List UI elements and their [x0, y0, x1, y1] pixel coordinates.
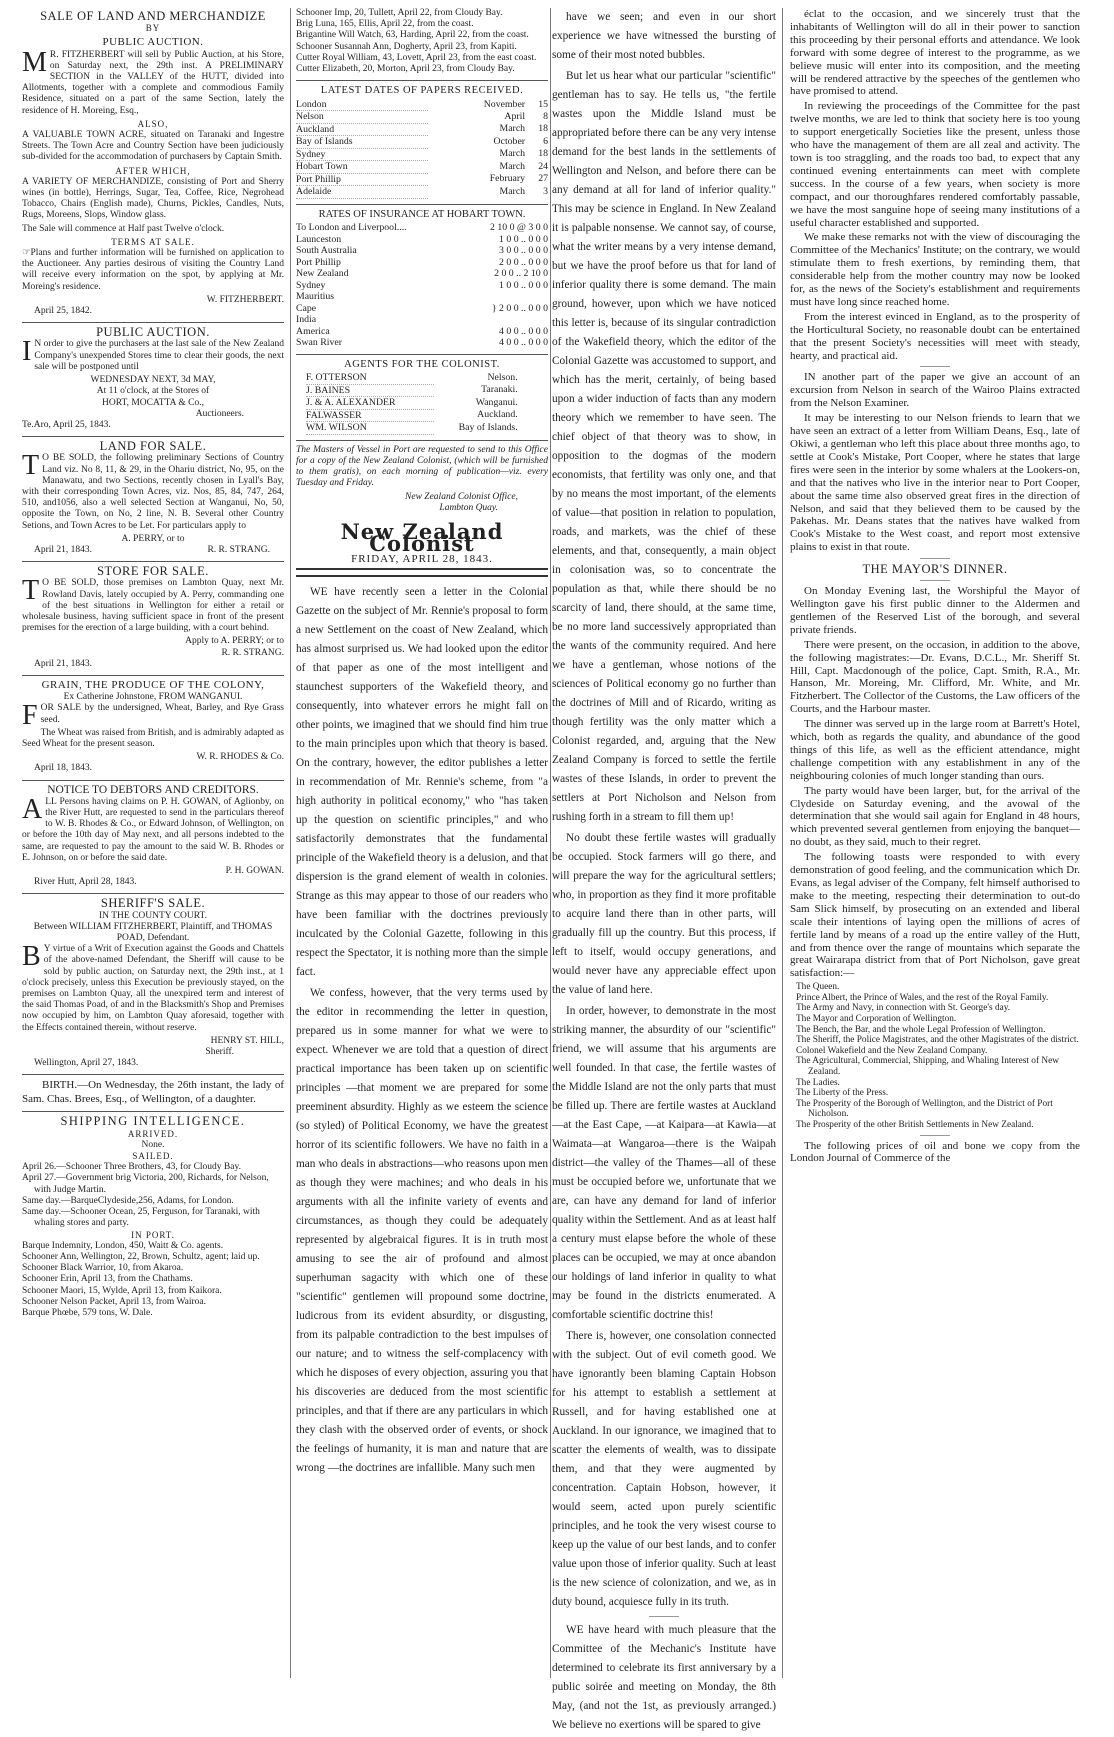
papers-row-cell: March	[499, 185, 526, 197]
port-item: Schooner Black Warrior, 10, from Akaroa.	[22, 1263, 184, 1274]
ad-text: R. FITZHERBERT will sell by Public Auction, at his Store, on Saturday next, the 29th inst. A PRELIMINARY SECTION in the VALLEY of the HUTT, divided into Allotments, together with a complete and commodious Family Residence, situated on a part of the same Section, lately the residence of H. Moreing, Esq.,	[22, 49, 284, 116]
ad-signature: R. R. STRANG.	[207, 544, 270, 555]
institute-continued	[790, 8, 1080, 362]
ad-text: LL Persons having claims on P. H. GOWAN, of Aglionby, on the River Hutt, are requested to send in the particulars thereof to W. B. Rhodes & Co., or Edward Johnson, of Wellington, on or before the 10th day of May next, and all persons indebted to the same, are requested to pay the amount to the said W. B. Rhodes or E. Johnson, on or before the said date.	[22, 796, 284, 863]
papers-row-cell: 24	[538, 160, 548, 172]
papers-row	[296, 173, 548, 186]
paragraph: The dinner was served up in the large room at Barrett's Hotel, which, both as regards the quality, and abundance of the good things of this life, as well as the efficient attendance, might challenge competition with any establishment in any of the neighbouring colonies of much longer standing than ours.	[790, 718, 1080, 782]
ad-title: GRAIN, THE PRODUCE OF THE COLONY,	[41, 678, 265, 691]
ad-text: A VALUABLE TOWN ACRE, situated on Taranaki and Ingestre Streets. The Town Acre and Country Section have been judiciously sub-divided for the accommodation of purchasers by Captain Smith.	[22, 130, 284, 163]
ad-date: April 25, 1842.	[34, 306, 93, 317]
divider	[296, 204, 548, 205]
article-paragraph: have we seen; and even in our short experience we have witnessed the bursting of some of their most noted bubbles.	[552, 11, 776, 61]
ad-signature: P. H. GOWAN.	[225, 866, 284, 877]
agents-row-cell: Bay of Islands.	[458, 421, 518, 433]
toast-item: The Prosperity of the Borough of Wellington, and the District of Port Nicholson.	[796, 1098, 1053, 1120]
ad-title: SHERIFF'S SALE.	[100, 896, 206, 911]
agents-row-cell: Auckland.	[477, 409, 518, 421]
drop-cap: T	[22, 575, 40, 607]
paragraph: From the interest evinced in England, as to the prosperity of the Horticultural Society, no reasonable doubt can be entertained that the present Society's necessities will meet with steady, hearty, and practical aid.	[790, 310, 1080, 362]
ad-text: ☞Plans and further information will be furnished on application to the Auctioneer. Any parties desirous of visiting the Country Land will receive every information on the spot, by applying at Mr. Moreing's residence.	[22, 248, 284, 292]
toast-item: The Ladies.	[796, 1077, 840, 1088]
insurance-row-cell	[461, 291, 548, 303]
papers-row	[296, 111, 548, 124]
sailed-item: April 27.—Government brig Victoria, 200, Richards, for Nelson, with Judge Martin.	[22, 1173, 269, 1195]
insurance-row	[296, 222, 548, 234]
article-paragraph: No doubt these fertile wastes will gradually be occupied. Stock farmers will go there, and will prepare the way for the agricultural settlers; who, in proportion as they find it more profitable to acquire land there than in other parts, will gradually fill up the country. But this process, if left to itself, would occupy generations, and would never have any appreciable effect upon the value of land here.	[552, 832, 776, 996]
article-paragraph: In order, however, to demonstrate in the most striking manner, the absurdity of our "scientific" friend, we will assume that his arguments are well founded. In that case, the fertile wastes of the Middle Island are not the only parts that must be filled up. There are fertile wastes at Auckland—at the East Cape, —at Kaipara—at Kawia—at Waimata—at Wangaroa—there is the Waipah district—the valley of the Thames—all of these must be occupied before we, unfortunate that we are, can have any demand for land of inferior quality within the Settlement. And as at least half a century must elapse before the whole of these places can be occupied, we may at once abandon our holdings of land inferior in quality to what may be found in the districts enumerated. A comfortable scientific doctrine this!	[552, 1005, 776, 1321]
ad-signature: R. R. STRANG.	[221, 647, 284, 658]
ad-signature: W. R. RHODES & Co.	[196, 752, 284, 763]
insurance-row-cell: India	[296, 314, 317, 326]
port-item: Schooner Erin, April 13, from the Chathams.	[22, 1274, 193, 1285]
port-item: Barque Indemnity, London, 450, Waitt & Co. agents.	[22, 1240, 224, 1251]
ad-line: WEDNESDAY NEXT, 3d MAY,	[90, 375, 216, 386]
column-3	[552, 8, 776, 1737]
agents-row	[306, 409, 518, 422]
insurance-row-cell: Launceston	[296, 233, 342, 245]
toast-item: Colonel Wakefield and the New Zealand Company.	[796, 1045, 988, 1056]
drop-cap: T	[22, 450, 40, 482]
column-4	[790, 8, 1080, 1167]
ad-terms: TERMS AT SALE.	[111, 236, 195, 247]
insurance-row-cell: Cape	[296, 302, 317, 314]
ad-date: April 21, 1843.	[34, 544, 93, 555]
agents-row-cell: F. OTTERSON	[306, 372, 434, 384]
ad-grain	[22, 680, 284, 775]
drop-cap: A	[22, 793, 43, 825]
ad-text: OR SALE by the undersigned, Wheat, Barley, and Rye Grass seed.	[40, 703, 284, 725]
paragraph: There were present, on the occasion, in addition to the above, the following magistrates:—Dr. Evans, D.C.L., Mr. Sheriff St. Hill, Capt. Macdonough of the police, Capt. Smith, R.A., Mr. Hanson, Mr. Moreing, Mr. Clifford, Mr. White, and Mr. Fitzherbert. The Collector of the Customs, the Law officers of the Courts, and the Harbour master.	[790, 638, 1080, 716]
port-list	[22, 1241, 284, 1319]
papers-row	[296, 136, 548, 149]
paragraph: In reviewing the proceedings of the Committee for the past twelve months, we are led to think that society here is too young to support energetically Societies like the present, unless those who have the management of them are all zeal and activity. The town is too straggling, and the roads too bad, to expect that any continued evening entertainments can meet with complete success. In the course of a few years, when society is more compact, and our thoroughfares rendered comfortably passable, we have the most sanguine hope of seeing many institutions of a useful character established and supported.	[790, 100, 1080, 229]
insurance-row-cell: America	[296, 325, 330, 337]
ad-sale-of-land	[22, 11, 284, 317]
port-item: Schooner Nelson Packet, April 13, from Wairoa.	[22, 1296, 207, 1307]
ad-text: O BE SOLD, those premises on Lambton Quay, next Mr. Rowland Davis, lately occupied by A. Perry, commanding one of the best situations in Wellington for either a retail or wholesale business, having sufficient space in front of the present premises for the erection of a large building, with a court behind.	[22, 578, 284, 634]
insurance-row-cell: South Australia	[296, 245, 357, 257]
ad-after-which: AFTER WHICH,	[115, 165, 191, 176]
papers-row	[296, 123, 548, 136]
insurance-row-cell: 2 10 0 @ 3 0 0	[489, 222, 548, 234]
ship-entry: Brig Luna, 165, Ellis, April 22, from the coast.	[296, 19, 474, 30]
paragraph: It may be interesting to our Nelson friends to learn that we have seen an extract of a letter from William Deans, Esq., late of Okiwi, a gentleman who left this place about three months ago, to settle at Cook's Mistake, Port Cooper, where he states that large fires were seen in the interior by some whalers at the Lookers-on, and that the natives who live in the interior near to Port Cooper, about the same time also observed great fires in the direction of Nelson, and said that they believed them to be caused by the Pakehas. Mr. Deans states that the natives have walked from Cook's Mistake to the West coast, and report most extensive plains to exist in that route.	[790, 412, 1080, 554]
shipping-heading: SAILED.	[132, 1151, 174, 1162]
papers-row	[296, 99, 548, 111]
insurance-row	[296, 245, 548, 257]
divider	[22, 322, 284, 323]
toast-item: The Army and Navy, in connection with St. George's day.	[796, 1003, 1011, 1014]
ad-line: HORT, MOCATTA & Co.,	[102, 397, 204, 408]
papers-row-cell: March	[499, 160, 526, 172]
drop-cap: M	[22, 46, 47, 78]
masthead: New Zealand Colonist	[340, 518, 504, 557]
agents-row-cell: FALWASSER	[306, 409, 434, 422]
nelson-paragraphs	[790, 371, 1080, 554]
ad-store-for-sale	[22, 566, 284, 670]
sailed-item: April 26.—Schooner Three Brothers, 43, for Cloudy Bay.	[22, 1162, 241, 1173]
papers-row	[296, 161, 548, 174]
paragraph: On Monday Evening last, the Worshipful the Mayor of Wellington gave his first public dinner to the Aldermen and gentlemen of the Reserved List of the borough, and several private friends.	[790, 585, 1080, 636]
papers-row-cell: Hobart Town	[296, 161, 428, 174]
insurance-row	[296, 268, 548, 280]
divider	[22, 561, 284, 562]
insurance-row	[296, 326, 548, 338]
sailed-item: Same day.—Schooner Ocean, 25, Ferguson, for Taranaki, with whaling stores and party.	[22, 1207, 260, 1229]
section-title: THE MAYOR'S DINNER.	[862, 562, 1008, 577]
ad-subtitle: Ex Catherine Johnstone, FROM WANGANUI.	[63, 692, 243, 703]
divider	[296, 80, 548, 81]
papers-row-cell: November	[483, 98, 526, 110]
papers-row-cell: Nelson	[296, 111, 428, 124]
insurance-row-cell: Port Phillip	[296, 256, 341, 268]
agents-row-cell: Taranaki.	[481, 384, 518, 396]
divider	[22, 1111, 284, 1112]
divider	[920, 558, 950, 559]
ad-subtitle: IN THE COUNTY COURT.	[99, 910, 207, 921]
paragraph: éclat to the occasion, and we sincerely trust that the inhabitants of Wellington will do all in their power to sanction this proceeding by their personal efforts and attendance. We look forward with some degree of interest to the programme, as we believe music will enter into its composition, and the meeting will be rendered attractive by the speeches of the gentlemen who have promised to attend.	[790, 8, 1080, 98]
papers-row-cell: March	[499, 123, 526, 135]
papers-row-cell: Auckland	[296, 123, 428, 136]
insurance-row-cell: } 2 0 0 .. 0 0 0	[491, 302, 548, 314]
toast-item: The Agricultural, Commercial, Shipping, and Whaling Interest of New Zealand.	[796, 1056, 1059, 1077]
ad-text: The Sale will commence at Half past Twelve o'clock.	[22, 223, 225, 234]
ad-title: NOTICE TO DEBTORS AND CREDITORS.	[47, 783, 259, 796]
toast-item: Prince Albert, the Prince of Wales, and the rest of the Royal Family.	[796, 992, 1049, 1003]
ship-entry: Schooner Imp, 20, Tullett, April 22, from Cloudy Bay.	[296, 8, 503, 18]
ship-entry: Cutter Royal William, 43, Lovett, April 23, from the east coast.	[296, 52, 537, 63]
institute-paragraph: WE have heard with much pleasure that the Committee of the Mechanic's Institute have determined to celebrate its first anniversary by a public soirée and meeting on Monday, the 8th May, (and not the 1st, as previously arranged.) We believe no exertions will be spared to give	[552, 1624, 776, 1731]
shipping-heading: IN PORT.	[131, 1229, 175, 1240]
ad-text: O BE SOLD, the following preliminary Sections of Country Land viz. No 8, 11, & 29, in the Ohariu district, No, 95, on the Manawatu, and two Sections, recently chosen in Lyall's Bay, with their corresponding Town Acres, viz. Nos, 85, 84, 747, 264, 510, and1056, also a well selected Section at Wanganui, No, 50, opposite the Town, on No, 2 line, N. B. Several other Country Setions, and Town Acres to be Let. For particulars apply to	[22, 453, 284, 531]
ad-text: A VARIETY OF MERCHANDIZE, consisting of Port and Sherry wines (in bottle), Herrings, Sugar, Tea, Coffee, Rice, Negrohead Tobacco, Chairs (English made), Churns, Pickles, Candles, Nuts, Rugs, Moreens, Slops, Window glass.	[22, 176, 284, 221]
divider	[22, 1074, 284, 1075]
ad-parties: Between WILLIAM FITZHERBERT, Plaintiff, and THOMAS POAD, Defendant.	[33, 921, 273, 944]
article-paragraph: There is, however, one consolation connected with the subject. Out of evil cometh good. We have ignorantly been blaming Captain Hobson for his attempt to establish a settlement at Russell, and for having established one at Auckland. In our ignorance, we imagined that to scatter the elements of wealth, was to dissipate them, and that they were augmented by concentration. Captain Hobson, however, it would seem, acted upon purely scientific principles, and he took the very wisest course to keep up the value of our best lands, and to confer value upon those of inferior quality. Such at least is the new science of colonization, and we, as in duty bound, acquiesce fully in its truth.	[552, 1330, 776, 1608]
paragraph: IN another part of the paper we give an account of an excursion from Nelson in search of the Wairoo Plains extracted from the Nelson Examiner.	[790, 371, 1080, 410]
drop-cap: B	[22, 941, 41, 973]
drop-cap: I	[22, 336, 32, 368]
insurance-row-cell: Swan River	[296, 337, 342, 349]
ship-entry: Cutter Elizabeth, 20, Morton, April 23, from Cloudy Bay.	[296, 64, 515, 75]
ad-signature: Apply to A. PERRY; or to	[185, 636, 284, 647]
papers-row-cell: Port Phillip	[296, 173, 428, 186]
agents-row	[306, 422, 518, 435]
insurance-row	[296, 234, 548, 246]
notice-place: Lambton Quay.	[439, 502, 498, 513]
mayors-dinner-text	[790, 585, 1080, 980]
insurance-row-cell: Mauritius	[296, 291, 335, 303]
papers-row-cell: Bay of Islands	[296, 136, 428, 149]
ad-date: April 18, 1843.	[34, 763, 93, 774]
column-rule	[782, 8, 783, 1678]
ad-title: LAND FOR SALE.	[99, 439, 207, 454]
masthead-band	[296, 568, 548, 577]
paragraph: The following toasts were responded to with every demonstration of good feeling, and the communication which Dr. Evans, as legal adviser of the Company, felt himself authorised to make to the meeting, respecting their determination to out-do Sam Slick himself, by prosecuting on an extended and liberal scale their intentions of laying open the millions of acres of fertile land by means of a road up the entire valley of the Hutt, and from thence over the range of mountains which separate the great Wairarapa district from that of Port Nicholson, gave great satisfaction:—	[790, 851, 1080, 980]
ad-title: PUBLIC AUCTION.	[96, 325, 210, 340]
papers-row-cell: March	[499, 148, 526, 160]
divider	[920, 580, 950, 581]
papers-row-cell: 18	[538, 148, 548, 160]
papers-row-cell: 27	[538, 173, 548, 185]
editorial-article-continued	[552, 8, 776, 1612]
ad-text: Y virtue of a Writ of Execution against the Goods and Chattels of the above-named Defendant, the Sheriff will cause to be sold by public auction, on Saturday next, the 29th inst., at 1 o'clock precisely, unless this Execution be previously stayed, on the premises on Lambton Quay, all the unexpired term and interest of the said Thomas Poad, of and in the Blacksmith's Shop and Premises now occupied by him, on Lambton Quay aforesaid, together with the Effects contained therein, without reserve.	[22, 944, 284, 1033]
editorial-article	[296, 583, 548, 1478]
ships-list	[296, 8, 548, 75]
oil-prices-paragraph: The following prices of oil and bone we copy from the London Journal of Commerce of the	[790, 1139, 1080, 1165]
insurance-row-cell: 4 0 0 .. 0 0 0	[499, 325, 548, 337]
toast-item: The Liberty of the Press.	[796, 1088, 889, 1099]
insurance-row	[296, 337, 548, 349]
insurance-table	[296, 222, 548, 349]
ad-date: April 21, 1843.	[34, 658, 93, 669]
divider	[22, 780, 284, 781]
insurance-row-cell: 1 0 0 .. 0 0 0	[499, 279, 548, 291]
agents-row-cell: Wanganui.	[475, 396, 518, 408]
birth-notice: BIRTH.—On Wednesday, the 26th instant, the lady of Sam. Chas. Brees, Esq., of Wellington, of a daughter.	[22, 1079, 284, 1105]
ad-line: At 11 o'clock, at the Stores of	[96, 386, 210, 397]
column-rule	[550, 8, 551, 1678]
insurance-row	[296, 257, 548, 269]
ad-date: Wellington, April 27, 1843.	[34, 1058, 139, 1069]
insurance-row	[296, 291, 548, 303]
column-1	[22, 8, 284, 1319]
papers-title: LATEST DATES OF PAPERS RECEIVED.	[320, 85, 524, 97]
insurance-title: RATES OF INSURANCE AT HOBART TOWN.	[318, 208, 526, 220]
ad-subtitle: PUBLIC AUCTION.	[102, 36, 204, 49]
papers-row-cell: 18	[538, 123, 548, 135]
ad-signature-role: Sheriff.	[205, 1047, 234, 1058]
agents-row	[306, 397, 518, 410]
papers-row-cell: 6	[543, 135, 548, 147]
article-paragraph: WE have recently seen a letter in the Colonial Gazette on the subject of Mr. Rennie's proposal to form a new Settlement on the coast of New Zealand, which has almost surprised us. We had looked upon the editor of that paper as one of the most intelligent and staunchest supporters of the Wakefield theory, and consequently, into whatever errors he might fall on other points, we imagined that we should find him true to the main principles upon which that theory is based. On the contrary, however, the editor publishes a letter in recommendation of Mr. Rennie's scheme, from "a high authority in political economy," who "has taken up the question on scientific principles," and who satisfactorily demonstrates that the fundamental principle of the Wakefield theory is a delusion, and that dispersion is the grand element of wealth in colonies. Strange as this may appear to those of our readers who have been familiar with the doctrines previously inculcated by the Colonial Gazette, following in this respect the Spectator, it is nothing more than the simple fact.	[296, 586, 548, 979]
insurance-row-cell: Sydney	[296, 279, 326, 291]
shipping-heading: ARRIVED.	[127, 1128, 179, 1139]
ad-signature: A. PERRY, or to	[121, 533, 185, 544]
papers-row-cell: Adelaide	[296, 186, 428, 199]
agents-row-cell: Nelson.	[487, 372, 518, 384]
shipping-none: None.	[141, 1139, 165, 1150]
agents-row	[306, 372, 518, 384]
toast-item: The Prosperity of the other British Settlements in New Zealand.	[796, 1119, 1034, 1130]
port-item: Schooner Ann, Wellington, 22, Brown, Schultz, agent; laid up.	[22, 1251, 260, 1262]
ad-title: STORE FOR SALE.	[97, 564, 209, 579]
ad-public-auction	[22, 327, 284, 431]
agents-title: AGENTS FOR THE COLONIST.	[344, 358, 500, 370]
toast-item: The Bench, the Bar, and the whole Legal Profession of Wellington.	[796, 1024, 1046, 1035]
ad-land-for-sale	[22, 441, 284, 556]
papers-row-cell: London	[296, 99, 428, 111]
ad-title: SALE OF LAND AND MERCHANDIZE	[40, 9, 266, 23]
port-item: Barque Phœbe, 579 tons, W. Dale.	[22, 1307, 153, 1318]
sailed-item: Same day.—BarqueClydeside,256, Adams, for London.	[22, 1195, 234, 1206]
insurance-row	[296, 303, 548, 315]
divider	[296, 354, 548, 355]
divider	[22, 436, 284, 437]
toast-item: The Sheriff, the Police Magistrates, and the other Magistrates of the district.	[796, 1035, 1079, 1046]
papers-row	[296, 148, 548, 161]
paragraph: The party would have been larger, but, for the arrival of the Clydeside on Saturday evening, and the avowal of the determination that she would sail again for England in 48 hours, which prevented several gentlemen from enjoying the banquet—no doubt, as they said, much to their regret.	[790, 784, 1080, 849]
papers-row-cell: 8	[543, 110, 548, 122]
agents-row-cell: J. & A. ALEXANDER	[306, 397, 434, 410]
papers-row-cell: Sydney	[296, 148, 428, 161]
ad-date: Te.Aro, April 25, 1843.	[22, 419, 111, 430]
toast-item: The Queen.	[796, 982, 840, 993]
ad-signature: HENRY ST. HILL,	[210, 1035, 284, 1046]
paragraph: We make these remarks not with the view of discouraging the Committee of the Mechanics' Institute; on the contrary, we would stimulate them to fresh exertions, by reminding them, that considerable help from the mother country may now be looked for, as the news of the Society's establishment and requirements must have long since reached home.	[790, 231, 1080, 308]
ad-signature: W. FITZHERBERT.	[206, 294, 284, 305]
ship-entry: Brigantine Will Watch, 63, Harding, April 22, from the coast.	[296, 30, 529, 41]
ad-date: River Hutt, April 28, 1843.	[34, 877, 137, 888]
insurance-row-cell: 2 0 0 .. 0 0 0	[499, 256, 548, 268]
ship-entry: Schooner Susannah Ann, Dogherty, April 23, from Kapiti.	[296, 41, 517, 52]
divider	[22, 893, 284, 894]
toast-list	[790, 982, 1080, 1130]
insurance-row-cell: To London and Liverpool....	[296, 222, 407, 234]
insurance-row-cell	[461, 314, 548, 326]
ad-by: BY	[145, 23, 161, 34]
ad-notice-debtors	[22, 785, 284, 889]
divider	[920, 366, 950, 367]
newspaper-page	[14, 8, 1104, 1731]
insurance-row-cell: New Zealand	[296, 268, 349, 280]
insurance-row-cell: 2 0 0 .. 2 10 0	[494, 268, 548, 280]
agents-table	[306, 372, 518, 435]
papers-row-cell: October	[493, 135, 526, 147]
insurance-row-cell: 3 0 0 .. 0 0 0	[499, 245, 548, 257]
article-paragraph: But let us hear what our particular "scientific" gentleman has to say. He tells us, "the fertile wastes upon the Middle Island must be appropriated before there can be any very intense demand for the best lands in the settlements of Wellington and Nelson, and before there can be any demand at all for land of inferior quality." This may be science in England. In New Zealand it is palpable nonsense. We cannot say, of course, what the writer means by a very intense demand, but we have the proof before us that for land of inferior quality there is some demand. The main ground, however, upon which we have noticed this letter is, because of its singular contradiction of the Wakefield theory, which the editor of the Colonial Gazette was accustomed to support, and which has the merit, certainly, of being based upon a wider induction of facts than any modern theory which we remember to have seen. The chief object of that theory was to show, in opposition to the dogmas of the modern economists, that fertility was only one, and that by no means the most important, of the elements of value—that position in relation to population, roads, and markets, was the chief of these elements, and that, consequently, a main object in colonisation was, so to concentrate the population as that, while there should be no scarcity of land, there should, at the same time, be no more land successively appropriated than the wants of the community required. And here we have a gentleman, whose notions of the sciences of Political economy go no further than the doctrines of Mill and of Ricardo, writing as though fertility was the only matter which a Colonist regarded, and, arguing that the New Zealand Company is forced to settle the fertile wastes of these Islands, in order to prevent the settlers at Port Nicholson and Nelson from rushing forth in a stream to fill them up!	[552, 70, 776, 823]
ad-text: The Wheat was raised from British, and is admirably adapted as Seed Wheat for the present season.	[22, 727, 284, 749]
agents-row-cell: WM. WILSON	[306, 422, 434, 435]
insurance-row	[296, 314, 548, 326]
ad-also: ALSO,	[137, 118, 169, 129]
papers-row	[296, 186, 548, 199]
papers-table	[296, 99, 548, 199]
agents-row	[306, 384, 518, 397]
papers-row-cell: 15	[538, 98, 548, 110]
port-item: Schooner Maori, 15, Wylde, April 13, from Kaikora.	[22, 1285, 222, 1296]
papers-row-cell: 3	[543, 185, 548, 197]
divider	[22, 675, 284, 676]
drop-cap: F	[22, 700, 38, 732]
sailed-list	[22, 1162, 284, 1229]
divider	[920, 1135, 950, 1136]
toast-item: The Mayor and Corporation of Wellington.	[796, 1014, 957, 1025]
dateline: FRIDAY, APRIL 28, 1843.	[351, 552, 493, 565]
papers-row-cell: April	[504, 110, 526, 122]
divider	[296, 440, 548, 441]
section-title: SHIPPING INTELLIGENCE.	[60, 1114, 246, 1129]
article-paragraph: We confess, however, that the very terms used by the editor in recommending the letter in question, prepared us in some manner for what we were to expect. Whenever we are told that a question of direct practical importance has been taken up on scientific principles —that moment we are prepared for some preeminent absurdity. Highly as we esteem the science (so styled) of Political Economy, we have the greatest horror of its scientific followers. We have no faith in a man who deals in abstractions—who reasons upon men as though they were machines; and who deals in his arguments with all the infinite variety of events and circumstances, as though they could be adequately represented by algebraical figures. It is in truth most amusing to see the air of profound and almost superhuman sagacity with which one of these "scientific" gentlemen will propound some doctrine, ludicrous from its evident absurdity, or disgusting, from its palpable contradiction to the best impulses of our nature; and to witness the self-complacency with which he disposes of every objection, assuring you that his discoveries are deduced from the most scientific principles, and that if there are any particulars in which they clash with the observed order of events, or shock the feelings of humanity, it is man and nature that are wrong —the doctrines are infallible. Many such men	[296, 987, 548, 1475]
papers-row-cell: February	[489, 173, 526, 185]
insurance-row	[296, 280, 548, 292]
divider	[649, 1616, 679, 1617]
agents-row-cell: J. BAINES	[306, 384, 434, 397]
insurance-row-cell: 1 0 0 .. 0 0 0	[499, 233, 548, 245]
ad-line: Auctioneers.	[195, 408, 244, 419]
column-rule	[290, 8, 291, 1678]
shipping-intelligence	[22, 1116, 284, 1319]
column-2	[296, 8, 548, 1480]
ad-text: N order to give the purchasers at the last sale of the New Zealand Company's unexpended Stores time to clear their goods, the next sale will be postponed until	[34, 339, 284, 372]
insurance-row-cell: 4 0 0 .. 0 0 0	[499, 337, 548, 349]
ad-sheriffs-sale	[22, 898, 284, 1069]
notice-office: New Zealand Colonist Office,	[405, 491, 518, 502]
masters-notice: The Masters of Vessel in Port are requested to send to this Office for a copy of the New Zealand Colonist, (which will be furnished to them gratis), on each morning of publication—viz. every Tuesday and Friday.	[296, 444, 548, 489]
